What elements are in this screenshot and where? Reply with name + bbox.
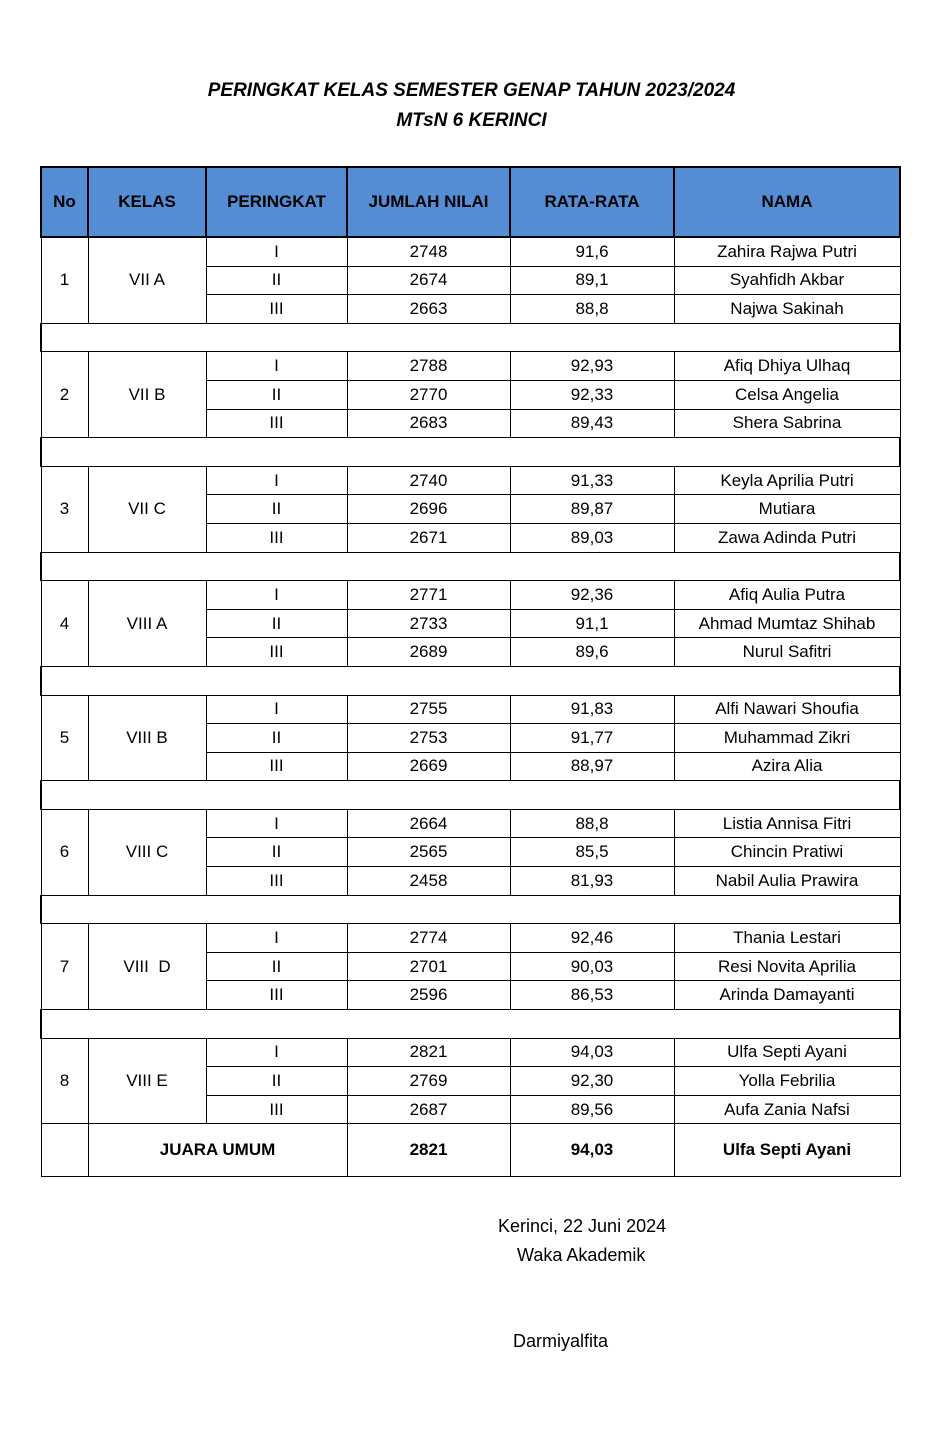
student-name-cell: Muhammad Zikri (674, 724, 900, 753)
header-kelas: KELAS (88, 167, 206, 237)
table-row (41, 237, 900, 266)
spacer-cell (41, 895, 900, 924)
average-cell: 91,83 (510, 695, 674, 724)
spacer-cell (41, 438, 900, 467)
class-name: VIII E (88, 1038, 206, 1124)
spacer-row (41, 552, 900, 581)
document-title: PERINGKAT KELAS SEMESTER GENAP TAHUN 2023/2024 (207, 80, 736, 101)
average-cell: 91,1 (510, 609, 674, 638)
table-row (41, 924, 900, 953)
total-score-cell: 2565 (347, 838, 510, 867)
signature-name: Darmiyalfita (513, 1331, 609, 1351)
class-name: VIII D (88, 924, 206, 1010)
class-number: 2 (41, 352, 88, 438)
total-score-cell: 2755 (347, 695, 510, 724)
total-score-cell: 2701 (347, 952, 510, 981)
juara-umum-row (41, 1124, 900, 1177)
total-rata: 94,03 (510, 1124, 674, 1177)
rank-cell: II (206, 1067, 347, 1096)
average-cell: 89,56 (510, 1095, 674, 1124)
student-name-cell: Zawa Adinda Putri (674, 523, 900, 552)
student-name-cell: Syahfidh Akbar (674, 266, 900, 295)
rank-cell: III (206, 752, 347, 781)
rank-cell: II (206, 952, 347, 981)
class-number: 8 (41, 1038, 88, 1124)
table-body (41, 237, 900, 1177)
average-cell: 91,6 (510, 237, 674, 266)
rank-cell: III (206, 867, 347, 896)
school-name: MTsN 6 KERINCI (396, 110, 547, 131)
rank-cell: II (206, 609, 347, 638)
average-cell: 88,8 (510, 295, 674, 324)
average-cell: 92,30 (510, 1067, 674, 1096)
average-cell: 90,03 (510, 952, 674, 981)
rank-cell: III (206, 981, 347, 1010)
average-cell: 91,33 (510, 466, 674, 495)
class-name: VII C (88, 466, 206, 552)
student-name-cell: Celsa Angelia (674, 380, 900, 409)
student-name-cell: Ahmad Mumtaz Shihab (674, 609, 900, 638)
class-name: VII A (88, 237, 206, 323)
total-score-cell: 2669 (347, 752, 510, 781)
rank-cell: II (206, 380, 347, 409)
rank-cell: I (206, 1038, 347, 1067)
total-score-cell: 2687 (347, 1095, 510, 1124)
class-number: 6 (41, 809, 88, 895)
student-name-cell: Arinda Damayanti (674, 981, 900, 1010)
total-score-cell: 2696 (347, 495, 510, 524)
rank-cell: I (206, 352, 347, 381)
total-score-cell: 2771 (347, 581, 510, 610)
average-cell: 81,93 (510, 867, 674, 896)
table-row (41, 1038, 900, 1067)
rank-cell: II (206, 495, 347, 524)
rank-cell: I (206, 581, 347, 610)
rank-cell: II (206, 266, 347, 295)
total-nama: Ulfa Septi Ayani (674, 1124, 900, 1177)
rank-cell: I (206, 237, 347, 266)
table-row (41, 352, 900, 381)
header-jumlah-nilai: JUMLAH NILAI (347, 167, 510, 237)
rank-cell: I (206, 695, 347, 724)
signature-place-date: Kerinci, 22 Juni 2024 (498, 1216, 667, 1236)
student-name-cell: Listia Annisa Fitri (674, 809, 900, 838)
total-score-cell: 2769 (347, 1067, 510, 1096)
table-row (41, 695, 900, 724)
student-name-cell: Ulfa Septi Ayani (674, 1038, 900, 1067)
rank-cell: I (206, 924, 347, 953)
header-peringkat: PERINGKAT (206, 167, 347, 237)
class-number: 3 (41, 466, 88, 552)
average-cell: 89,43 (510, 409, 674, 438)
student-name-cell: Zahira Rajwa Putri (674, 237, 900, 266)
total-score-cell: 2788 (347, 352, 510, 381)
rank-cell: I (206, 809, 347, 838)
student-name-cell: Afiq Aulia Putra (674, 581, 900, 610)
student-name-cell: Alfi Nawari Shoufia (674, 695, 900, 724)
average-cell: 86,53 (510, 981, 674, 1010)
class-number: 5 (41, 695, 88, 781)
total-score-cell: 2664 (347, 809, 510, 838)
class-name: VIII B (88, 695, 206, 781)
table-row (41, 581, 900, 610)
class-number: 4 (41, 581, 88, 667)
total-score-cell: 2663 (347, 295, 510, 324)
student-name-cell: Najwa Sakinah (674, 295, 900, 324)
spacer-row (41, 666, 900, 695)
table-row (41, 466, 900, 495)
average-cell: 89,87 (510, 495, 674, 524)
spacer-row (41, 895, 900, 924)
student-name-cell: Chincin Pratiwi (674, 838, 900, 867)
total-score-cell: 2774 (347, 924, 510, 953)
student-name-cell: Mutiara (674, 495, 900, 524)
total-score-cell: 2596 (347, 981, 510, 1010)
student-name-cell: Afiq Dhiya Ulhaq (674, 352, 900, 381)
student-name-cell: Thania Lestari (674, 924, 900, 953)
header-nama: NAMA (674, 167, 900, 237)
total-score-cell: 2770 (347, 380, 510, 409)
average-cell: 89,03 (510, 523, 674, 552)
class-name: VIII A (88, 581, 206, 667)
ranking-table (40, 166, 901, 1177)
student-name-cell: Yolla Febrilia (674, 1067, 900, 1096)
average-cell: 88,97 (510, 752, 674, 781)
header-no: No (41, 167, 88, 237)
spacer-cell (41, 666, 900, 695)
rank-cell: I (206, 466, 347, 495)
total-score-cell: 2821 (347, 1038, 510, 1067)
rank-cell: III (206, 638, 347, 667)
class-number: 7 (41, 924, 88, 1010)
spacer-row (41, 438, 900, 467)
student-name-cell: Shera Sabrina (674, 409, 900, 438)
rank-cell: III (206, 523, 347, 552)
rank-cell: III (206, 295, 347, 324)
total-score-cell: 2733 (347, 609, 510, 638)
spacer-row (41, 1010, 900, 1039)
average-cell: 92,33 (510, 380, 674, 409)
average-cell: 88,8 (510, 809, 674, 838)
total-score-cell: 2458 (347, 867, 510, 896)
average-cell: 92,93 (510, 352, 674, 381)
rank-cell: II (206, 838, 347, 867)
header-rata-rata: RATA-RATA (510, 167, 674, 237)
student-name-cell: Aufa Zania Nafsi (674, 1095, 900, 1124)
student-name-cell: Keyla Aprilia Putri (674, 466, 900, 495)
spacer-cell (41, 781, 900, 810)
spacer-cell (41, 1010, 900, 1039)
student-name-cell: Azira Alia (674, 752, 900, 781)
rank-cell: III (206, 1095, 347, 1124)
class-name: VIII C (88, 809, 206, 895)
average-cell: 94,03 (510, 1038, 674, 1067)
class-number: 1 (41, 237, 88, 323)
table-header-row (41, 167, 900, 237)
total-score-cell: 2740 (347, 466, 510, 495)
average-cell: 91,77 (510, 724, 674, 753)
spacer-row (41, 781, 900, 810)
student-name-cell: Nurul Safitri (674, 638, 900, 667)
total-jumlah: 2821 (347, 1124, 510, 1177)
average-cell: 89,1 (510, 266, 674, 295)
class-name: VII B (88, 352, 206, 438)
spacer-cell (41, 552, 900, 581)
total-score-cell: 2748 (347, 237, 510, 266)
total-score-cell: 2753 (347, 724, 510, 753)
rank-cell: III (206, 409, 347, 438)
spacer-cell (41, 323, 900, 352)
student-name-cell: Nabil Aulia Prawira (674, 867, 900, 896)
average-cell: 89,6 (510, 638, 674, 667)
average-cell: 92,36 (510, 581, 674, 610)
total-no-cell (41, 1124, 88, 1177)
total-score-cell: 2671 (347, 523, 510, 552)
spacer-row (41, 323, 900, 352)
total-score-cell: 2674 (347, 266, 510, 295)
rank-cell: II (206, 724, 347, 753)
student-name-cell: Resi Novita Aprilia (674, 952, 900, 981)
total-score-cell: 2689 (347, 638, 510, 667)
table-row (41, 809, 900, 838)
average-cell: 92,46 (510, 924, 674, 953)
total-score-cell: 2683 (347, 409, 510, 438)
average-cell: 85,5 (510, 838, 674, 867)
total-label: JUARA UMUM (88, 1124, 347, 1177)
signature-role: Waka Akademik (517, 1245, 646, 1265)
